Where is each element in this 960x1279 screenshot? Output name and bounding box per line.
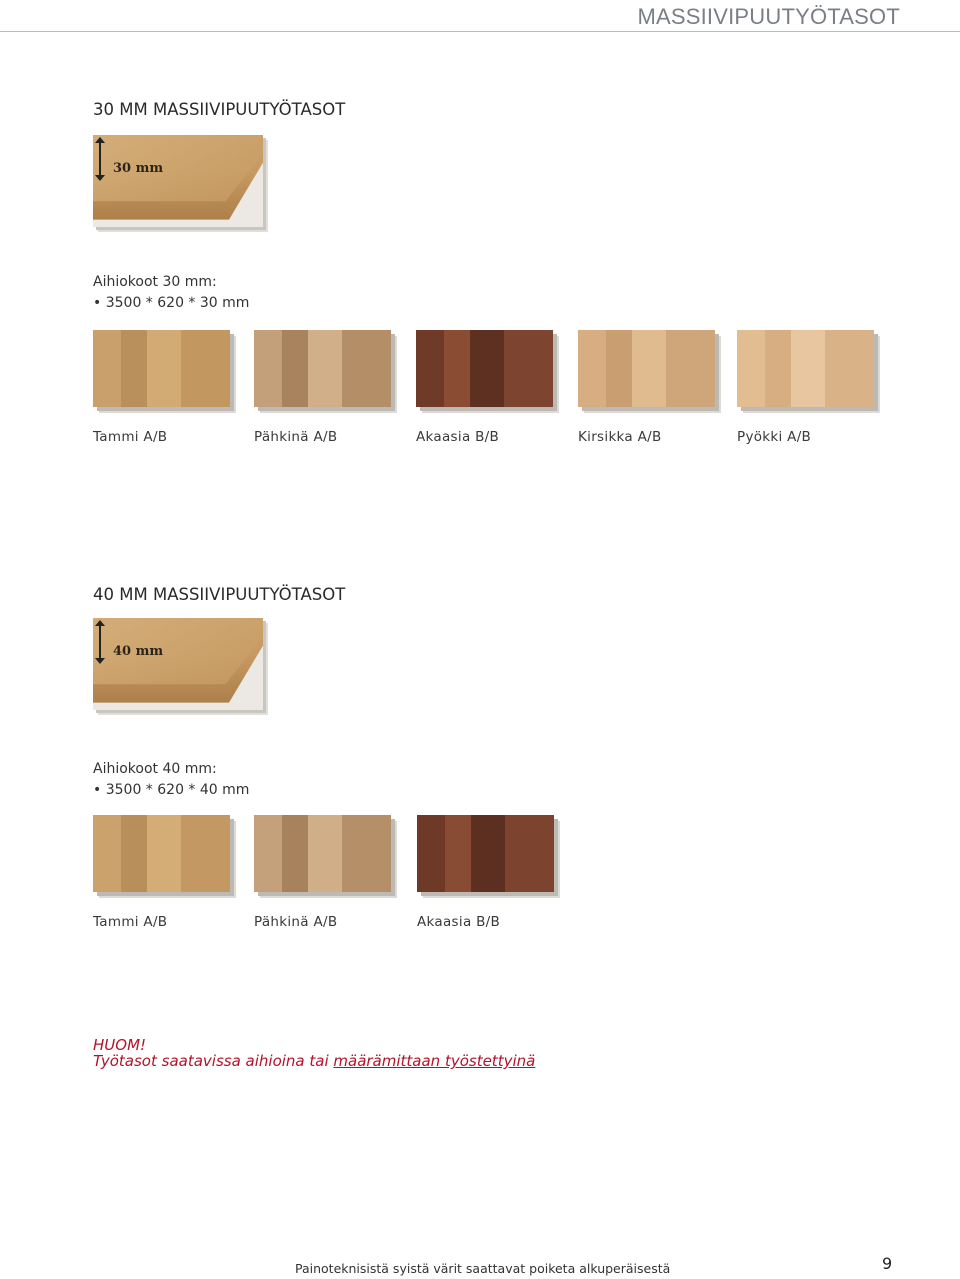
photo-dimension-label: 30 mm [113, 161, 164, 176]
blank-sizes-title-40mm: Aihiokoot 40 mm: [93, 761, 217, 777]
wood-swatch [737, 330, 874, 407]
note-title: HUOM! [93, 1036, 147, 1054]
wood-swatch [416, 330, 553, 407]
page-number: 9 [882, 1254, 893, 1273]
note-text [93, 1052, 535, 1070]
page-title: MASSIIVIPUUTYÖTASOT [637, 4, 900, 29]
wood-swatch-label: Akaasia B/B [417, 914, 501, 930]
header-divider [0, 31, 960, 32]
wood-swatch [93, 330, 230, 407]
blank-size-value: 3500 * 620 * 40 mm [105, 782, 250, 798]
wood-swatch-label: Pähkinä A/B [254, 429, 338, 445]
wood-swatch-label: Tammi A/B [93, 914, 168, 930]
wood-swatch [254, 330, 391, 407]
thickness-arrow-icon [99, 141, 101, 177]
wood-swatch [578, 330, 715, 407]
bullet-icon: • [93, 295, 102, 311]
wood-swatch [254, 815, 391, 892]
worktop-40mm-photo [93, 618, 263, 710]
footer-disclaimer: Painoteknisistä syistä värit saattavat poiketa alkuperäisestä [295, 1261, 671, 1276]
wood-swatch-label: Kirsikka A/B [578, 429, 662, 445]
section-heading-30mm: 30 MM MASSIIVIPUUTYÖTASOT [93, 100, 346, 119]
wood-swatch-label: Akaasia B/B [416, 429, 500, 445]
note-text-prefix: Työtasot saatavissa aihioina tai [93, 1052, 334, 1070]
note-text-underlined: määrämittaan työstettyinä [333, 1052, 536, 1070]
wood-swatch [93, 815, 230, 892]
blank-size-item-30mm [93, 295, 249, 311]
wood-swatch-label: Pähkinä A/B [254, 914, 338, 930]
thickness-arrow-icon [99, 624, 101, 660]
wood-swatch-label: Pyökki A/B [737, 429, 812, 445]
photo-dimension-label: 40 mm [113, 644, 164, 659]
worktop-30mm-photo [93, 135, 263, 227]
section-heading-40mm: 40 MM MASSIIVIPUUTYÖTASOT [93, 585, 346, 604]
blank-size-value: 3500 * 620 * 30 mm [105, 295, 250, 311]
blank-size-item-40mm [93, 782, 249, 798]
bullet-icon: • [93, 782, 102, 798]
wood-swatch [417, 815, 554, 892]
wood-swatch-label: Tammi A/B [93, 429, 168, 445]
blank-sizes-title-30mm: Aihiokoot 30 mm: [93, 274, 217, 290]
